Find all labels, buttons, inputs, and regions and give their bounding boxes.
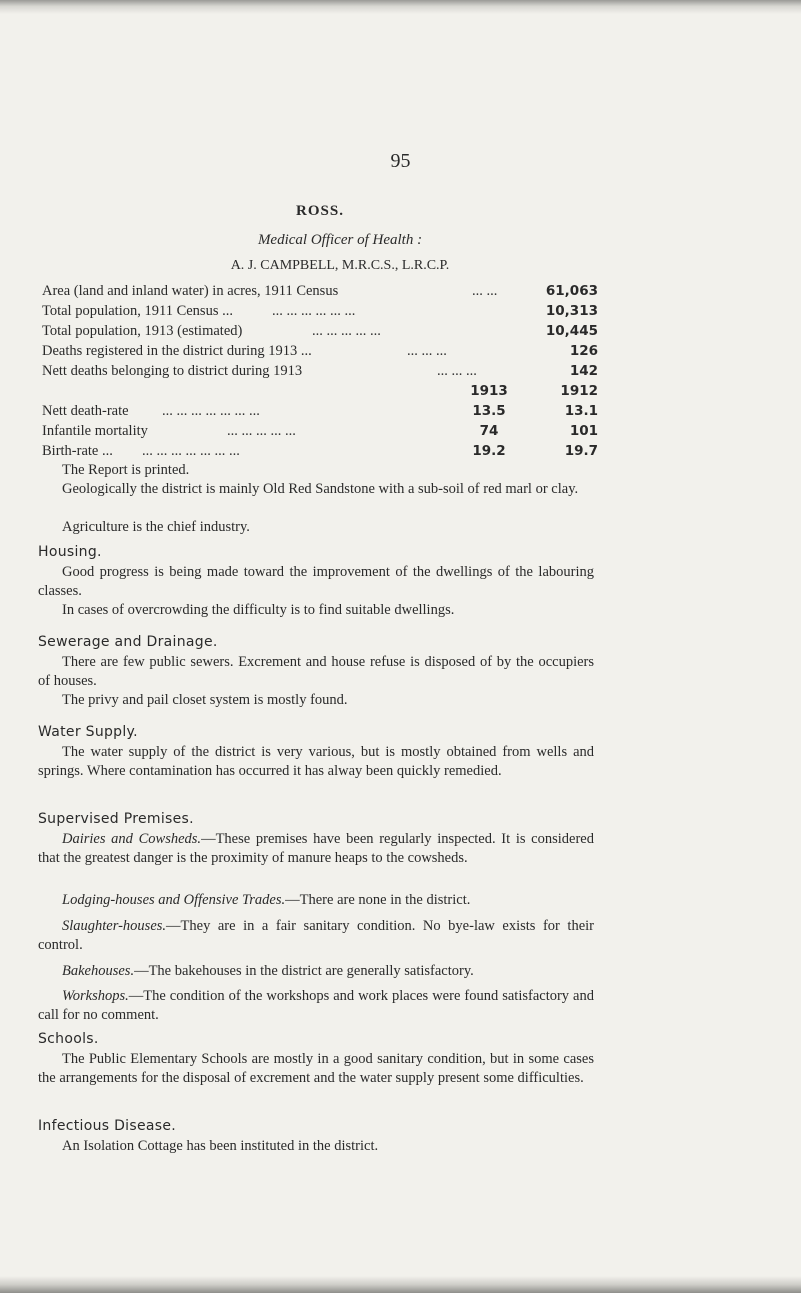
rate-label: Birth-rate ... bbox=[42, 443, 113, 459]
officer-name: A. J. CAMPBELL, M.R.C.S., L.R.C.P. bbox=[230, 258, 450, 273]
leader-dots: ... ... ... bbox=[437, 363, 477, 379]
rate-label: Nett death-rate bbox=[42, 403, 129, 419]
housing-paragraph-1: Good progress is being made toward the improvement of the dwellings of the labouring classes. bbox=[38, 564, 594, 599]
workshops-paragraph bbox=[38, 987, 594, 1025]
slaughter-title: Slaughter-houses. bbox=[62, 918, 167, 934]
stat-row-population-1911 bbox=[42, 301, 602, 321]
stat-value: 142 bbox=[569, 363, 598, 379]
stat-row-population-1913 bbox=[42, 321, 602, 341]
section-heading-infectious-disease: Infectious Disease. bbox=[38, 1118, 177, 1134]
bakehouses-text: —The bakehouses in the district are generally satisfactory. bbox=[134, 963, 474, 979]
rate-value-1912: 13.1 bbox=[564, 403, 598, 419]
leader-dots: ... ... ... ... ... ... ... bbox=[162, 403, 260, 419]
rate-row-death bbox=[42, 401, 602, 421]
slaughter-paragraph bbox=[38, 917, 594, 955]
stat-value: 126 bbox=[569, 343, 598, 359]
page-number: 95 bbox=[390, 150, 411, 172]
rate-row-birth bbox=[42, 441, 602, 461]
bakehouses-paragraph bbox=[38, 962, 594, 981]
lodging-title: Lodging-houses and Offensive Trades. bbox=[62, 892, 286, 908]
workshops-text: —The condition of the workshops and work places were found satisfactory and call for no comment. bbox=[38, 988, 594, 1023]
stat-value: 10,313 bbox=[545, 303, 598, 319]
leader-dots: ... ... ... ... ... bbox=[312, 323, 381, 339]
stat-label: Total population, 1913 (estimated) bbox=[42, 323, 243, 339]
stat-row-deaths-registered bbox=[42, 341, 602, 361]
rate-value-1913: 19.2 bbox=[472, 443, 506, 459]
stat-label: Area (land and inland water) in acres, 1911 Census bbox=[42, 283, 339, 299]
stat-label: Deaths registered in the district during 1913 ... bbox=[42, 343, 312, 359]
slaughter-text: —They are in a fair sanitary condition. No bye-law exists for their control. bbox=[38, 918, 594, 953]
rate-value-1913: 13.5 bbox=[472, 403, 506, 419]
stat-row-nett-deaths bbox=[42, 361, 602, 381]
section-heading-supervised-premises: Supervised Premises. bbox=[38, 811, 194, 827]
sewerage-paragraph-2: The privy and pail closet system is mostly found. bbox=[62, 692, 348, 708]
rate-value-1912: 101 bbox=[569, 423, 598, 439]
infectious-paragraph: An Isolation Cottage has been instituted in the district. bbox=[62, 1138, 379, 1154]
rates-header-row bbox=[42, 381, 602, 401]
place-heading: ROSS. bbox=[296, 203, 344, 219]
rate-label: Infantile mortality bbox=[42, 423, 148, 439]
intro-report-printed: The Report is printed. bbox=[62, 462, 190, 478]
stat-value: 61,063 bbox=[545, 283, 598, 299]
sewerage-paragraph-1: There are few public sewers. Excrement and house refuse is disposed of by the occupiers of houses. bbox=[38, 654, 594, 689]
stat-label: Total population, 1911 Census ... bbox=[42, 303, 233, 319]
section-heading-water-supply: Water Supply. bbox=[38, 724, 138, 740]
lodging-text: —There are none in the district. bbox=[285, 892, 471, 908]
officer-title: Medical Officer of Health : bbox=[257, 232, 423, 248]
schools-paragraph: The Public Elementary Schools are mostly in a good sanitary condition, but in some cases the arrangements for the disposal of excrement and the water supply present some difficulties. bbox=[38, 1051, 594, 1086]
leader-dots: ... ... ... ... ... ... bbox=[272, 303, 356, 319]
bakehouses-title: Bakehouses. bbox=[62, 963, 135, 979]
intro-agriculture: Agriculture is the chief industry. bbox=[62, 519, 250, 535]
year-header-1913: 1913 bbox=[470, 383, 508, 399]
stat-label: Nett deaths belonging to district during 1913 bbox=[42, 363, 303, 379]
scan-edge-bottom bbox=[0, 1276, 801, 1293]
water-paragraph: The water supply of the district is very various, but is mostly obtained from wells and springs. Where contamination has occurred it has alway been quickly remedied. bbox=[38, 744, 594, 779]
housing-paragraph-2: In cases of overcrowding the difficulty is to find suitable dwellings. bbox=[62, 602, 455, 618]
section-heading-sewerage: Sewerage and Drainage. bbox=[38, 634, 218, 650]
rate-value-1912: 19.7 bbox=[564, 443, 598, 459]
rate-row-infantile bbox=[42, 421, 602, 441]
year-header-1912: 1912 bbox=[560, 383, 598, 399]
section-heading-housing: Housing. bbox=[38, 544, 102, 560]
intro-geology: Geologically the district is mainly Old Red Sandstone with a sub-soil of red marl or clay. bbox=[62, 481, 579, 497]
leader-dots: ... ... ... ... ... bbox=[227, 423, 296, 439]
dairies-title: Dairies and Cowsheds. bbox=[62, 831, 202, 847]
stat-value: 10,445 bbox=[545, 323, 598, 339]
rate-value-1913: 74 bbox=[479, 423, 499, 439]
section-heading-schools: Schools. bbox=[38, 1031, 99, 1047]
leader-dots: ... ... ... bbox=[407, 343, 447, 359]
leader-dots: ... ... bbox=[472, 283, 498, 299]
dairies-text: —These premises have been regularly inspected. It is considered that the greatest danger is the proximity of manure heaps to the cowsheds. bbox=[38, 831, 594, 866]
stat-row-area bbox=[42, 281, 602, 301]
workshops-title: Workshops. bbox=[62, 988, 129, 1004]
leader-dots: ... ... ... ... ... ... ... bbox=[142, 443, 240, 459]
lodging-paragraph bbox=[38, 891, 594, 910]
dairies-paragraph bbox=[38, 830, 594, 868]
scan-edge-top bbox=[0, 0, 801, 14]
